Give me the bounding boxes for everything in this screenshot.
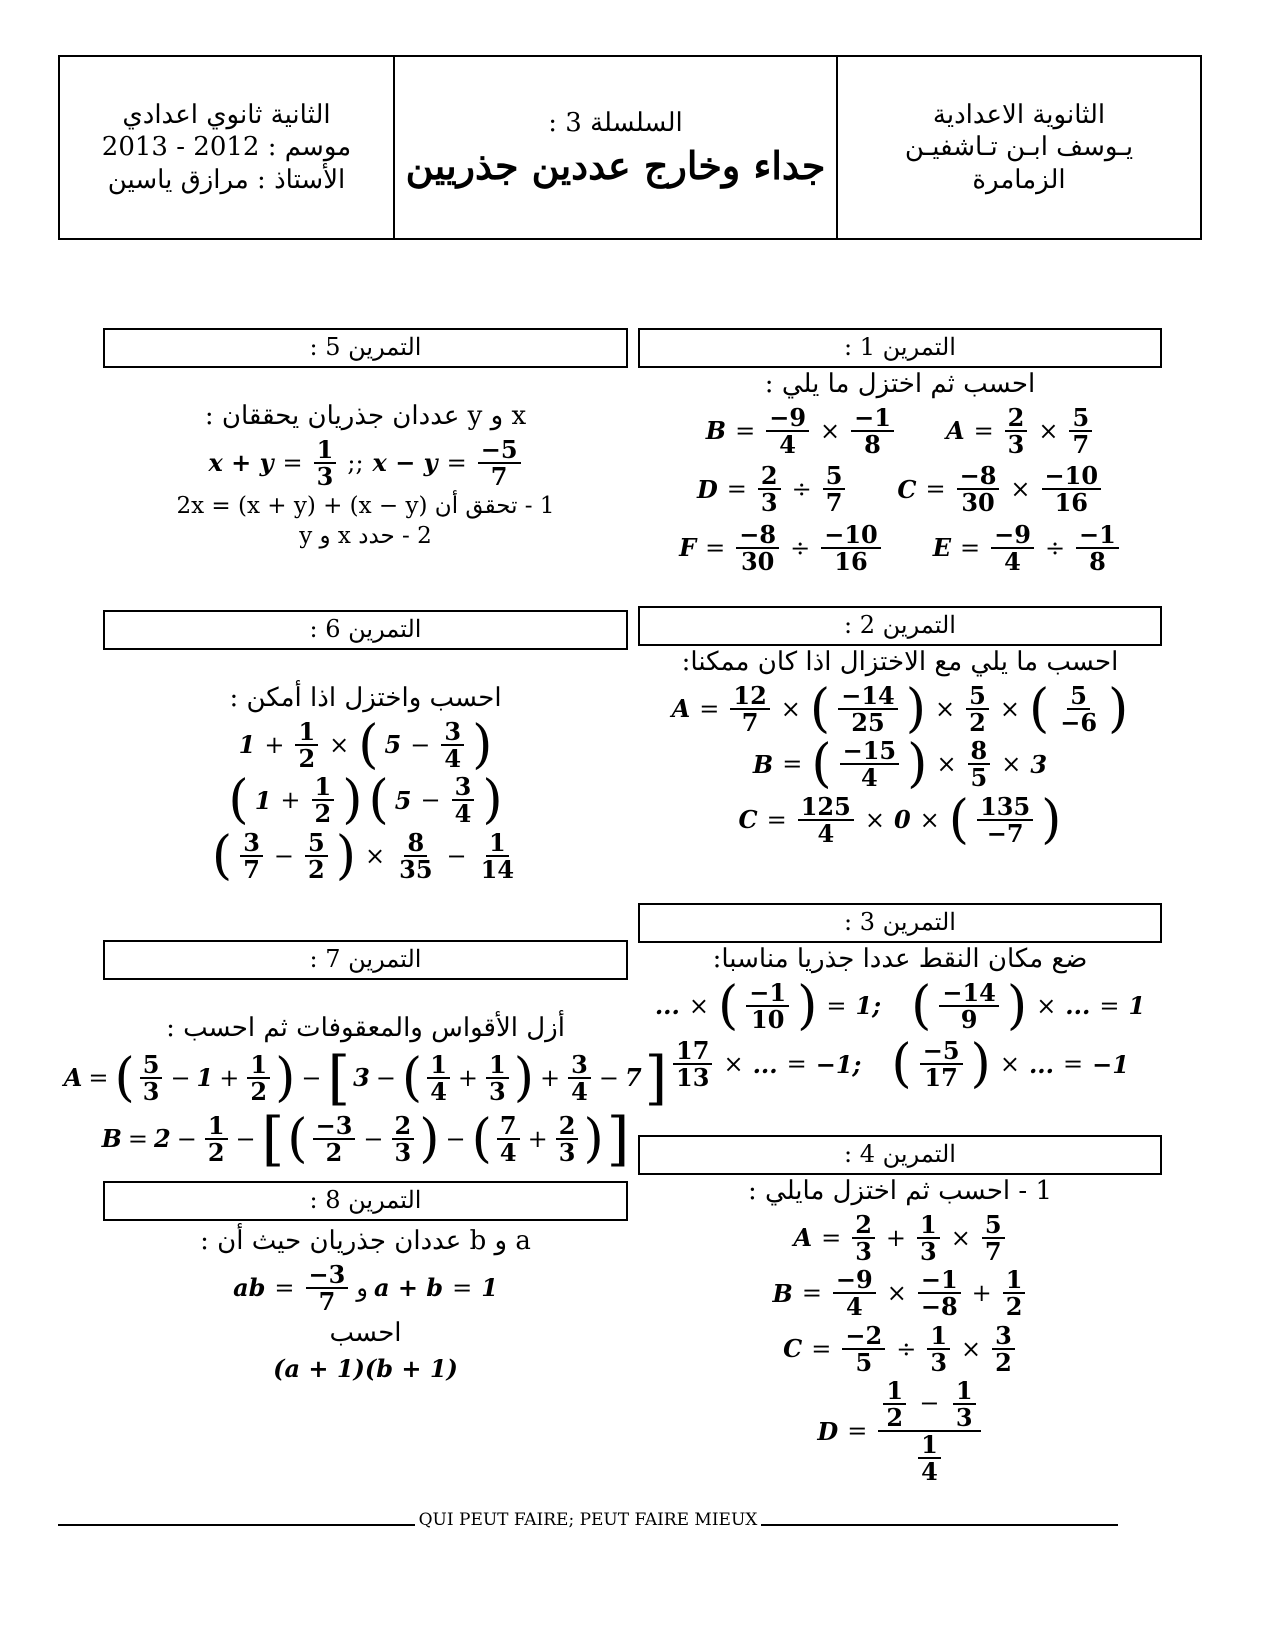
footer-line-left bbox=[58, 1524, 415, 1526]
doc-title: جداء وخارج عددين جذريين bbox=[405, 143, 826, 189]
ex8-expr: (a + 1)(b + 1) bbox=[273, 1353, 458, 1383]
ex3-instruction: ضع مكان النقط عددا جذريا مناسبا: bbox=[712, 944, 1088, 974]
ex4-title: التمرين 4 : bbox=[638, 1135, 1162, 1175]
header-right bbox=[836, 57, 1200, 238]
series-label: السلسلة 3 : bbox=[548, 107, 683, 138]
ex1-title: التمرين 1 : bbox=[638, 328, 1162, 368]
ex8-title: التمرين 8 : bbox=[103, 1181, 628, 1221]
ex8-body bbox=[103, 1225, 628, 1386]
ex3-eq3: $\frac{17}{13}$ × ... = −1; bbox=[671, 1038, 861, 1090]
footer-motto: QUI PEUT FAIRE; PEUT FAIRE MIEUX bbox=[418, 1510, 758, 1530]
ex6-expr1: 1 + $\frac{1}{2}$ × ( 5 − $\frac{3}{4}$ ) bbox=[238, 714, 493, 775]
ex2-B: B = ( $\frac{-15}{4}$ ) × $\frac{8}{5}$ × 3 bbox=[752, 734, 1048, 795]
ex5-instruction: x و y عددان جذريان يحققان : bbox=[204, 401, 527, 431]
ex1-instruction: احسب ثم اختزل ما يلي : bbox=[764, 369, 1036, 399]
ex2-A: A = $\frac{12}{7}$ × ( $\frac{-14}{25}$ ) × $\frac{5}{2}$ × ( $\frac{5}{-6}$ ) bbox=[671, 678, 1129, 739]
school-line2: يـوسف ابـن تـاشفيـن bbox=[904, 132, 1134, 163]
ex3-body bbox=[638, 943, 1162, 1094]
ex1-F: F = $\frac{-8}{30}$ ÷ $\frac{-10}{16}$ bbox=[679, 522, 883, 574]
footer-line-right bbox=[761, 1524, 1118, 1526]
ex5-body bbox=[103, 400, 628, 552]
ex4-C: C = $\frac{-2}{5}$ ÷ $\frac{1}{3}$ × $\frac{3}{2}$ bbox=[638, 1323, 1162, 1375]
ex5-title: التمرين 5 : bbox=[103, 328, 628, 368]
ex4-A: A = $\frac{2}{3}$ + $\frac{1}{3}$ × $\frac{5}{7}$ bbox=[638, 1212, 1162, 1264]
header-center bbox=[393, 57, 836, 238]
header-left bbox=[60, 57, 393, 238]
ex2-title: التمرين 2 : bbox=[638, 606, 1162, 646]
ex3-eq1: ... × ( $\frac{-1}{10}$ ) = 1; bbox=[654, 975, 882, 1036]
ex4-D: D = $\frac{1}{2}$ − $\frac{1}{3}$ $\frac{1}{4}$ bbox=[638, 1378, 1162, 1485]
ex1-A: A = $\frac{2}{3}$ × $\frac{5}{7}$ bbox=[946, 405, 1094, 457]
teacher: الأستاذ : مرازق ياسين bbox=[107, 164, 346, 195]
ex5-system: x + y = $\frac{1}{3}$ ;; x − y = $\frac{-5}{7}$ bbox=[103, 437, 628, 489]
ex7-B: B = 2 − $\frac{1}{2}$ − [ ( $\frac{-3}{2}$ − $\frac{2}{3}$ ) − ( $\frac{7}{4}$ + $\frac{2}{3}$ ) ] bbox=[101, 1104, 630, 1173]
ex1-E: E = $\frac{-9}{4}$ ÷ $\frac{-1}{8}$ bbox=[933, 522, 1121, 574]
ex6-instruction: احسب واختزل اذا أمكن : bbox=[229, 683, 502, 713]
ex7-body bbox=[63, 1012, 668, 1173]
footer bbox=[58, 1510, 1118, 1530]
ex1-D: D = $\frac{2}{3}$ ÷ $\frac{5}{7}$ bbox=[697, 463, 847, 515]
ex4-body bbox=[638, 1175, 1162, 1488]
ex5-q2: 2 - حدد x و y bbox=[299, 523, 432, 550]
ex3-eq4: ( $\frac{-5}{17}$ ) × ... = −1 bbox=[891, 1034, 1129, 1095]
ex2-instruction: احسب ما يلي مع الاختزال اذا كان ممكنا: bbox=[681, 647, 1119, 677]
ex6-title: التمرين 6 : bbox=[103, 610, 628, 650]
ex6-expr3: ( $\frac{3}{7}$ − $\frac{5}{2}$ ) × $\frac{8}{35}$ − $\frac{1}{14}$ bbox=[211, 825, 515, 886]
header-box bbox=[58, 55, 1202, 240]
ex5-q1: 1 - تحقق أن 2x = (x + y) + (x − y) bbox=[176, 493, 555, 520]
ex1-C: C = $\frac{-8}{30}$ × $\frac{-10}{16}$ bbox=[897, 463, 1103, 515]
ex1-body bbox=[638, 368, 1162, 577]
ex3-eq2: ( $\frac{-14}{9}$ ) × ... = 1 bbox=[911, 975, 1146, 1036]
ex2-C: C = $\frac{125}{4}$ × 0 × ( $\frac{135}{-7}$ ) bbox=[738, 789, 1062, 850]
ex7-instruction: أزل الأقواس والمعقوفات ثم احسب : bbox=[166, 1013, 565, 1043]
school-line3: الزمامرة bbox=[972, 164, 1066, 195]
ex8-given: ab = $\frac{-3}{7}$ و a + b = 1 bbox=[233, 1259, 498, 1316]
ex7-A: A = ( $\frac{5}{3}$ − 1 + $\frac{1}{2}$ ) − [ 3 − ( $\frac{1}{4}$ + $\frac{1}{3}$ ) + $\frac{3}{4}$ − 7 ] bbox=[63, 1043, 668, 1112]
ex6-body bbox=[103, 682, 628, 885]
ex6-expr2: ( 1 + $\frac{1}{2}$ ) ( 5 − $\frac{3}{4}$ ) bbox=[228, 770, 503, 831]
level: الثانية ثانوي اعدادي bbox=[122, 99, 331, 130]
ex8-instruction: a و b عددان جذريان حيث أن : bbox=[200, 1226, 531, 1256]
ex1-B: B = $\frac{-9}{4}$ × $\frac{-1}{8}$ bbox=[706, 405, 896, 457]
ex8-calc: احسب bbox=[329, 1318, 402, 1349]
ex2-body bbox=[638, 646, 1162, 849]
ex4-B: B = $\frac{-9}{4}$ × $\frac{-1}{-8}$ + $\frac{1}{2}$ bbox=[638, 1267, 1162, 1319]
ex4-instruction: 1 - احسب ثم اختزل مايلي : bbox=[748, 1176, 1052, 1206]
ex3-title: التمرين 3 : bbox=[638, 903, 1162, 943]
ex7-title: التمرين 7 : bbox=[103, 940, 628, 980]
season: موسم : 2012 - 2013 bbox=[101, 132, 352, 163]
school-line1: الثانوية الاعدادية bbox=[932, 99, 1106, 130]
